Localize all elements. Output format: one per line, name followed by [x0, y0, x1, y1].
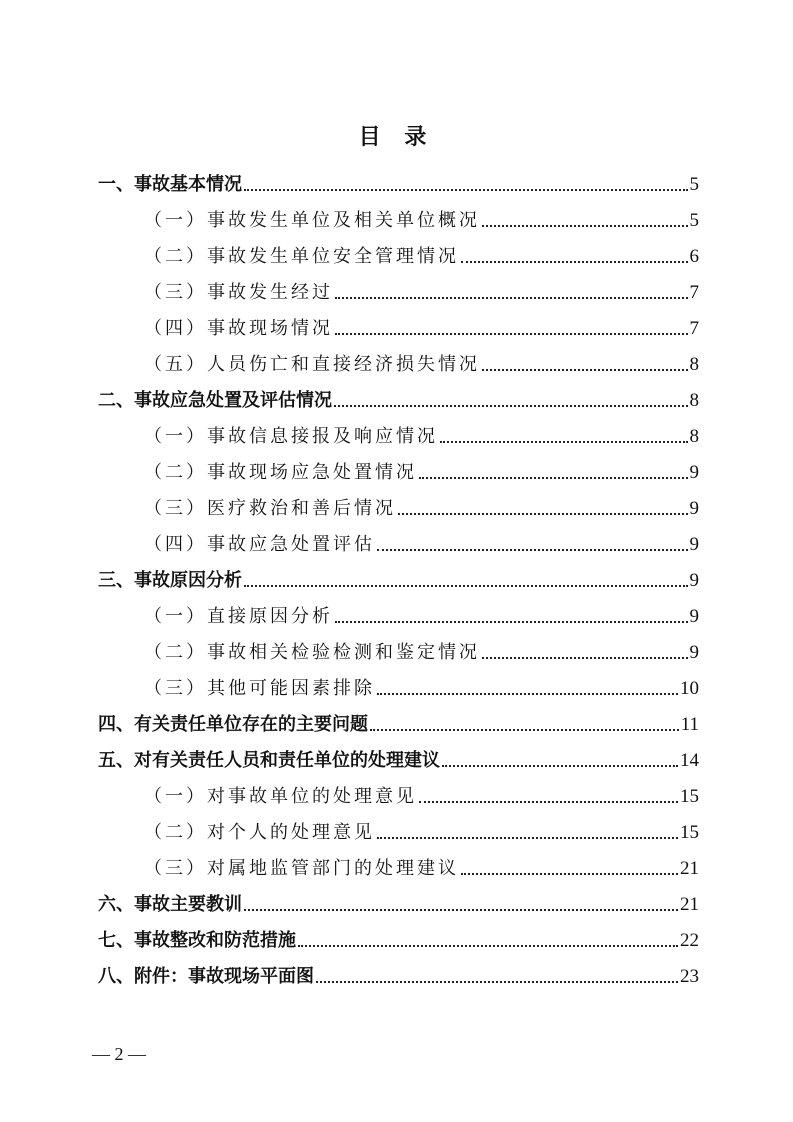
toc-entry-page: 21	[680, 894, 699, 915]
toc-entry-page: 22	[680, 930, 699, 951]
toc-entry-label: （二）对个人的处理意见	[144, 822, 375, 843]
toc-entry-label: 八、附件：事故现场平面图	[98, 966, 314, 987]
toc-entry-page: 21	[680, 858, 699, 879]
toc-entry-page: 14	[680, 750, 699, 771]
toc-section-entry[interactable]	[98, 380, 699, 416]
toc-subsection-entry[interactable]	[98, 848, 699, 884]
toc-entry-page: 9	[689, 534, 699, 555]
toc-section-entry[interactable]	[98, 704, 699, 740]
dot-leader	[398, 513, 688, 515]
toc-entry-label: 六、事故主要教训	[98, 894, 242, 915]
dot-leader	[298, 945, 678, 947]
dot-leader	[419, 801, 678, 803]
toc-entry-page: 11	[680, 714, 699, 735]
toc-entry-label: （一）直接原因分析	[144, 606, 333, 627]
toc-subsection-entry[interactable]	[98, 812, 699, 848]
page-title: 目 录	[358, 124, 435, 150]
toc-section-entry[interactable]	[98, 956, 699, 992]
toc-entry-page: 9	[689, 498, 699, 519]
dot-leader	[335, 333, 688, 335]
toc-entry-label: （四）事故应急处置评估	[144, 534, 375, 555]
toc-entry-page: 9	[689, 462, 699, 483]
toc-entry-page: 8	[689, 390, 699, 411]
dot-leader	[335, 297, 688, 299]
dot-leader	[335, 621, 688, 623]
dot-leader	[482, 657, 688, 659]
toc-entry-page: 9	[689, 642, 699, 663]
toc-entry-page: 15	[680, 822, 699, 843]
dot-leader	[244, 909, 678, 911]
toc-subsection-entry[interactable]	[98, 200, 699, 236]
toc-subsection-entry[interactable]	[98, 632, 699, 668]
toc-entry-label: （二）事故相关检验检测和鉴定情况	[144, 642, 480, 663]
toc-subsection-entry[interactable]	[98, 524, 699, 560]
dot-leader	[419, 477, 688, 479]
toc-entry-label: （三）对属地监管部门的处理建议	[144, 858, 459, 879]
toc-entry-page: 15	[680, 786, 699, 807]
toc-entry-page: 6	[689, 246, 699, 267]
page-number: — 2 —	[92, 1044, 146, 1064]
toc-entry-page: 23	[680, 966, 699, 987]
toc-entry-label: 五、对有关责任人员和责任单位的处理建议	[98, 750, 440, 771]
dot-leader	[377, 549, 688, 551]
toc-entry-page: 5	[689, 174, 699, 195]
toc-subsection-entry[interactable]	[98, 452, 699, 488]
dot-leader	[461, 873, 678, 875]
toc-section-entry[interactable]	[98, 884, 699, 920]
toc-entry-label: （二）事故现场应急处置情况	[144, 462, 417, 483]
toc-entry-label: （一）对事故单位的处理意见	[144, 786, 417, 807]
toc-entry-label: 七、事故整改和防范措施	[98, 930, 296, 951]
toc-entry-label: （三）其他可能因素排除	[144, 678, 375, 699]
dot-leader	[334, 405, 688, 407]
toc-entry-page: 7	[689, 318, 699, 339]
toc-entry-label: （五）人员伤亡和直接经济损失情况	[144, 354, 480, 375]
toc-entry-label: （四）事故现场情况	[144, 318, 333, 339]
toc-subsection-entry[interactable]	[98, 272, 699, 308]
toc-entry-label: （二）事故发生单位安全管理情况	[144, 246, 459, 267]
toc-subsection-entry[interactable]	[98, 344, 699, 380]
toc-entry-label: （三）事故发生经过	[144, 282, 333, 303]
toc-entry-page: 7	[689, 282, 699, 303]
toc-entry-label: 二、事故应急处置及评估情况	[98, 390, 332, 411]
toc-subsection-entry[interactable]	[98, 668, 699, 704]
toc-section-entry[interactable]	[98, 560, 699, 596]
dot-leader	[244, 189, 688, 191]
toc-entry-page: 10	[680, 678, 699, 699]
toc-entry-page: 5	[689, 210, 699, 231]
toc-subsection-entry[interactable]	[98, 308, 699, 344]
dot-leader	[244, 585, 688, 587]
toc-entry-label: 三、事故原因分析	[98, 570, 242, 591]
toc-entry-label: （一）事故发生单位及相关单位概况	[144, 210, 480, 231]
toc-subsection-entry[interactable]	[98, 488, 699, 524]
dot-leader	[440, 441, 688, 443]
toc-section-entry[interactable]	[98, 164, 699, 200]
toc-section-entry[interactable]	[98, 920, 699, 956]
toc-subsection-entry[interactable]	[98, 776, 699, 812]
toc-entry-page: 9	[689, 606, 699, 627]
toc-section-entry[interactable]	[98, 740, 699, 776]
dot-leader	[316, 981, 678, 983]
dot-leader	[482, 369, 688, 371]
toc-entry-label: 一、事故基本情况	[98, 174, 242, 195]
dot-leader	[461, 261, 688, 263]
dot-leader	[377, 693, 678, 695]
table-of-contents	[98, 164, 699, 992]
toc-entry-page: 9	[689, 570, 699, 591]
toc-entry-page: 8	[689, 426, 699, 447]
dot-leader	[377, 837, 678, 839]
dot-leader	[482, 225, 688, 227]
toc-subsection-entry[interactable]	[98, 236, 699, 272]
toc-entry-label: （三）医疗救治和善后情况	[144, 498, 396, 519]
toc-entry-page: 8	[689, 354, 699, 375]
toc-entry-label: （一）事故信息接报及响应情况	[144, 426, 438, 447]
toc-entry-label: 四、有关责任单位存在的主要问题	[98, 714, 368, 735]
toc-subsection-entry[interactable]	[98, 596, 699, 632]
toc-subsection-entry[interactable]	[98, 416, 699, 452]
dot-leader	[370, 729, 679, 731]
dot-leader	[442, 765, 678, 767]
